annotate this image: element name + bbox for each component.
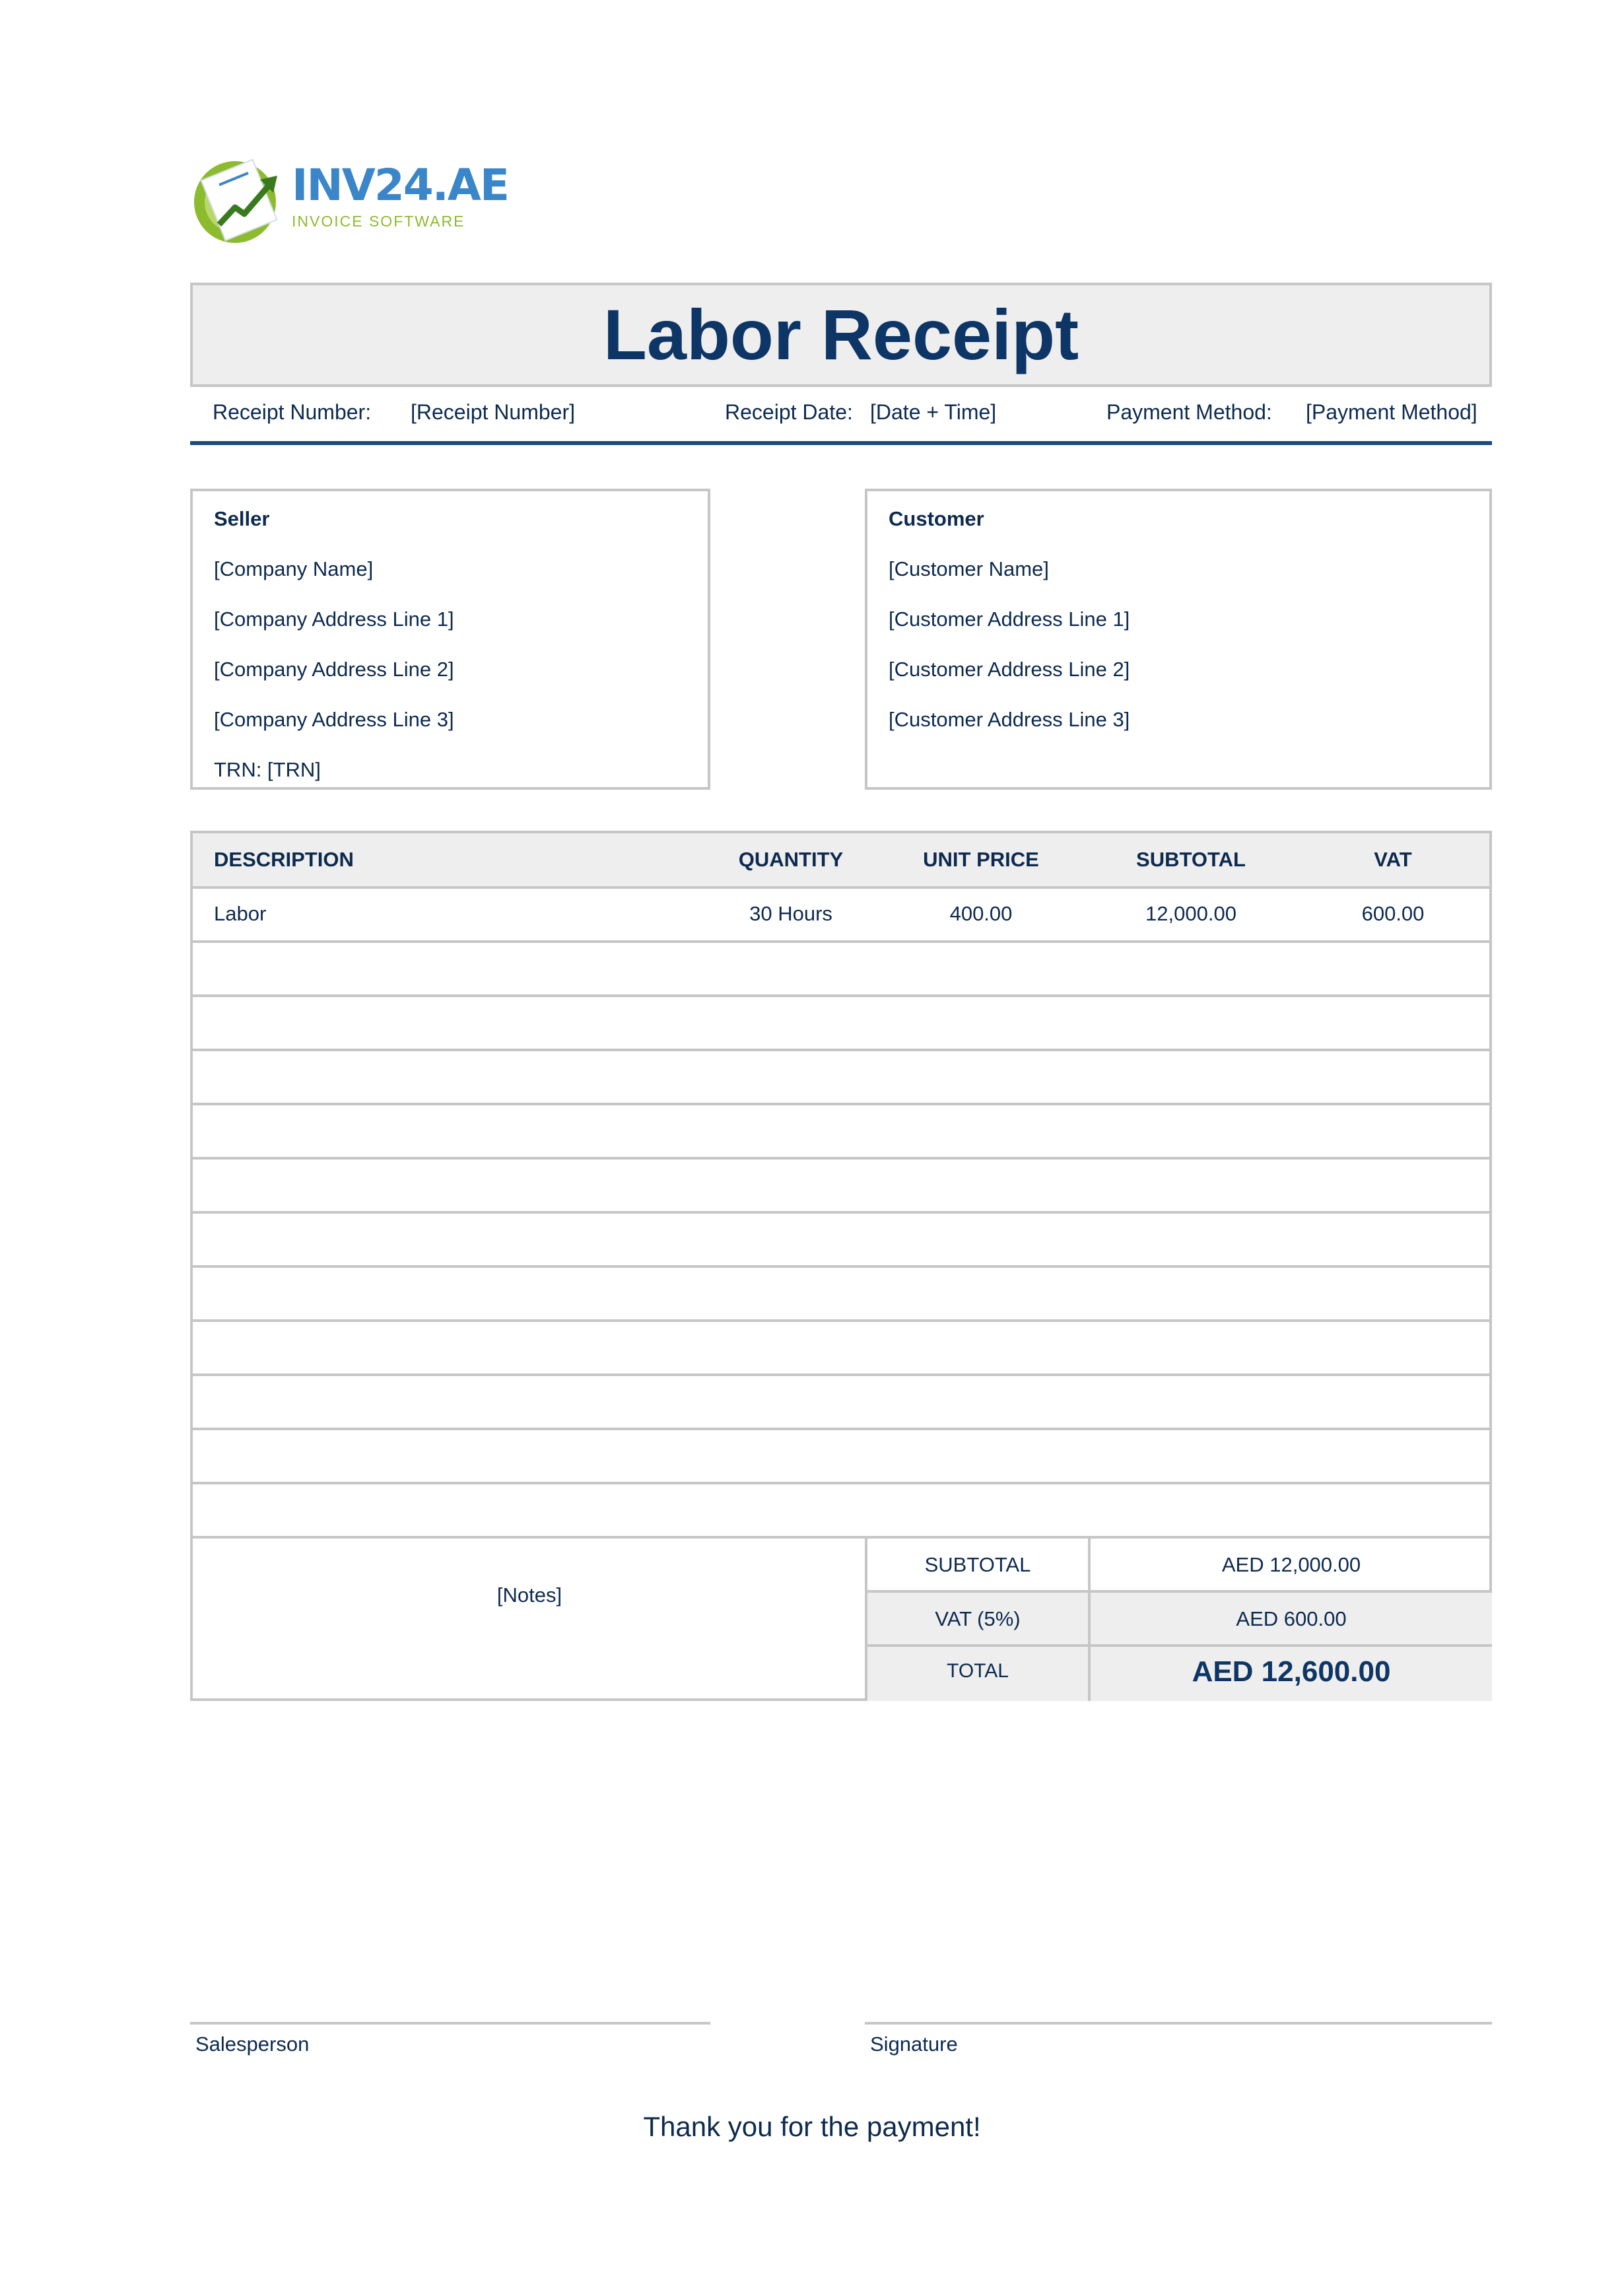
totals-vat-label: VAT (5%): [935, 1607, 1021, 1630]
receipt-number-label: Receipt Number:: [213, 400, 372, 424]
document-title: Labor Receipt: [603, 295, 1079, 374]
row-divider: [193, 1211, 1489, 1214]
totals-divider: [867, 1590, 1492, 1593]
receipt-number-value: [Receipt Number]: [411, 400, 575, 424]
header-description: DESCRIPTION: [214, 848, 354, 871]
totals-subtotal-value: AED 12,000.00: [1221, 1553, 1361, 1576]
row-divider: [193, 1319, 1489, 1322]
totals-subtotal-label: SUBTOTAL: [924, 1553, 1031, 1576]
totals-vat-value: AED 600.00: [1236, 1607, 1347, 1630]
customer-heading: Customer: [889, 507, 984, 530]
customer-address-line-1: [Customer Address Line 1]: [889, 607, 1130, 631]
notes-divider: [865, 1536, 867, 1701]
customer-box: [865, 489, 1492, 790]
row-divider: [193, 1157, 1489, 1160]
header-unit-price: UNIT PRICE: [923, 848, 1039, 871]
customer-address-line-3: [Customer Address Line 3]: [889, 708, 1130, 731]
row-divider: [193, 1265, 1489, 1268]
row-divider: [193, 940, 1489, 943]
seller-address-line-1: [Company Address Line 1]: [214, 607, 454, 631]
row-1-description: Labor: [214, 902, 267, 925]
customer-address-line-2: [Customer Address Line 2]: [889, 658, 1130, 681]
row-divider: [193, 1103, 1489, 1105]
header-quantity: QUANTITY: [738, 848, 844, 871]
signature-line: [865, 2022, 1492, 2025]
row-1-unit-price: 400.00: [949, 902, 1013, 925]
row-divider: [193, 886, 1489, 889]
logo-emblem-icon: [191, 153, 284, 246]
seller-trn: TRN: [TRN]: [214, 758, 321, 781]
totals-total-value: AED 12,600.00: [1192, 1655, 1391, 1688]
seller-heading: Seller: [214, 507, 270, 530]
header-vat: VAT: [1374, 848, 1412, 871]
meta-divider: [190, 441, 1492, 445]
row-1-subtotal: 12,000.00: [1145, 902, 1236, 925]
row-1-vat: 600.00: [1361, 902, 1425, 925]
receipt-date-value: [Date + Time]: [870, 400, 997, 424]
seller-company-name: [Company Name]: [214, 557, 374, 580]
row-1-quantity: 30 Hours: [749, 902, 832, 925]
title-banner: [190, 283, 1492, 387]
signature-label: Signature: [870, 2032, 958, 2056]
notes-text: [Notes]: [496, 1583, 562, 1607]
payment-method-value: [Payment Method]: [1306, 400, 1477, 424]
items-table: [190, 831, 1492, 1701]
totals-total-label: TOTAL: [947, 1660, 1009, 1682]
logo-name: INV24.AE: [292, 160, 508, 211]
row-divider: [193, 1428, 1489, 1430]
header-subtotal: SUBTOTAL: [1136, 848, 1246, 871]
row-divider: [193, 1049, 1489, 1051]
payment-method-label: Payment Method:: [1106, 400, 1272, 424]
logo-tagline: INVOICE SOFTWARE: [292, 213, 465, 230]
salesperson-label: Salesperson: [195, 2032, 310, 2056]
row-divider: [193, 1536, 1489, 1539]
receipt-date-label: Receipt Date:: [725, 400, 853, 424]
totals-column-divider: [1088, 1536, 1091, 1701]
customer-name: [Customer Name]: [889, 557, 1049, 580]
row-divider: [193, 994, 1489, 997]
company-logo: [191, 153, 508, 246]
seller-box: [190, 489, 710, 790]
row-divider: [193, 1373, 1489, 1376]
thank-you-message: Thank you for the payment!: [643, 2111, 981, 2142]
totals-divider: [867, 1644, 1492, 1647]
seller-address-line-3: [Company Address Line 3]: [214, 708, 454, 731]
row-divider: [193, 1482, 1489, 1484]
salesperson-signature-line: [190, 2022, 710, 2025]
seller-address-line-2: [Company Address Line 2]: [214, 658, 454, 681]
